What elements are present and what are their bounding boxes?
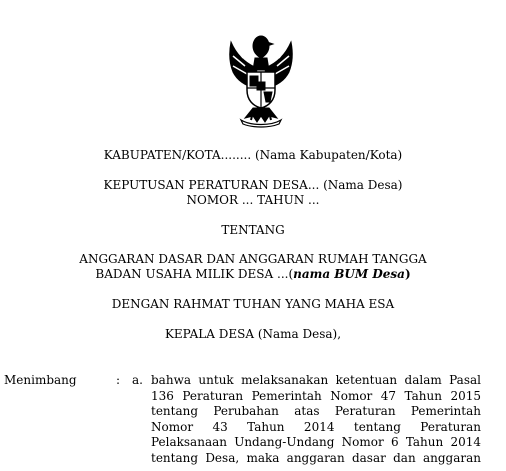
menimbang-label: Menimbang — [4, 373, 77, 387]
paragraph-line: 136 Peraturan Pemerintah Nomor 47 Tahun 2015 — [151, 388, 481, 403]
judul-line-2-prefix: BADAN USAHA MILIK DESA ...( — [95, 267, 294, 281]
paragraph-line: Nomor 43 Tahun 2014 tentang Peraturan — [151, 419, 481, 434]
garuda-emblem-icon — [217, 28, 305, 128]
kepala-line: KEPALA DESA (Nama Desa), — [164, 327, 342, 341]
menimbang-paragraph — [151, 373, 481, 466]
judul-line-1: ANGGARAN DASAR DAN ANGGARAN RUMAH TANGGA — [79, 252, 427, 266]
rahmat-line: DENGAN RAHMAT TUHAN YANG MAHA ESA — [111, 297, 395, 311]
judul-line-2 — [0, 267, 506, 282]
paragraph-line: Pelaksanaan Undang-Undang Nomor 6 Tahun 2014 — [151, 435, 481, 449]
nomor-line: NOMOR ... TAHUN ... — [186, 193, 320, 207]
paragraph-line: tentang Perubahan atas Peraturan Pemerintah — [151, 404, 481, 418]
paragraph-line: tentang Desa, maka anggaran dasar dan anggaran — [151, 450, 481, 465]
judul-line-2-suffix: ) — [404, 267, 411, 281]
tentang-line: TENTANG — [221, 223, 285, 237]
judul-line-2-italic: nama BUM Desa — [293, 267, 405, 281]
menimbang-item-letter: a. — [132, 373, 143, 387]
keputusan-line: KEPUTUSAN PERATURAN DESA... (Nama Desa) — [103, 178, 403, 192]
kabupaten-line: KABUPATEN/KOTA........ (Nama Kabupaten/Kota) — [103, 148, 403, 162]
menimbang-colon: : — [116, 373, 121, 387]
paragraph-line: bahwa untuk melaksanakan ketentuan dalam Pasal — [151, 373, 481, 387]
